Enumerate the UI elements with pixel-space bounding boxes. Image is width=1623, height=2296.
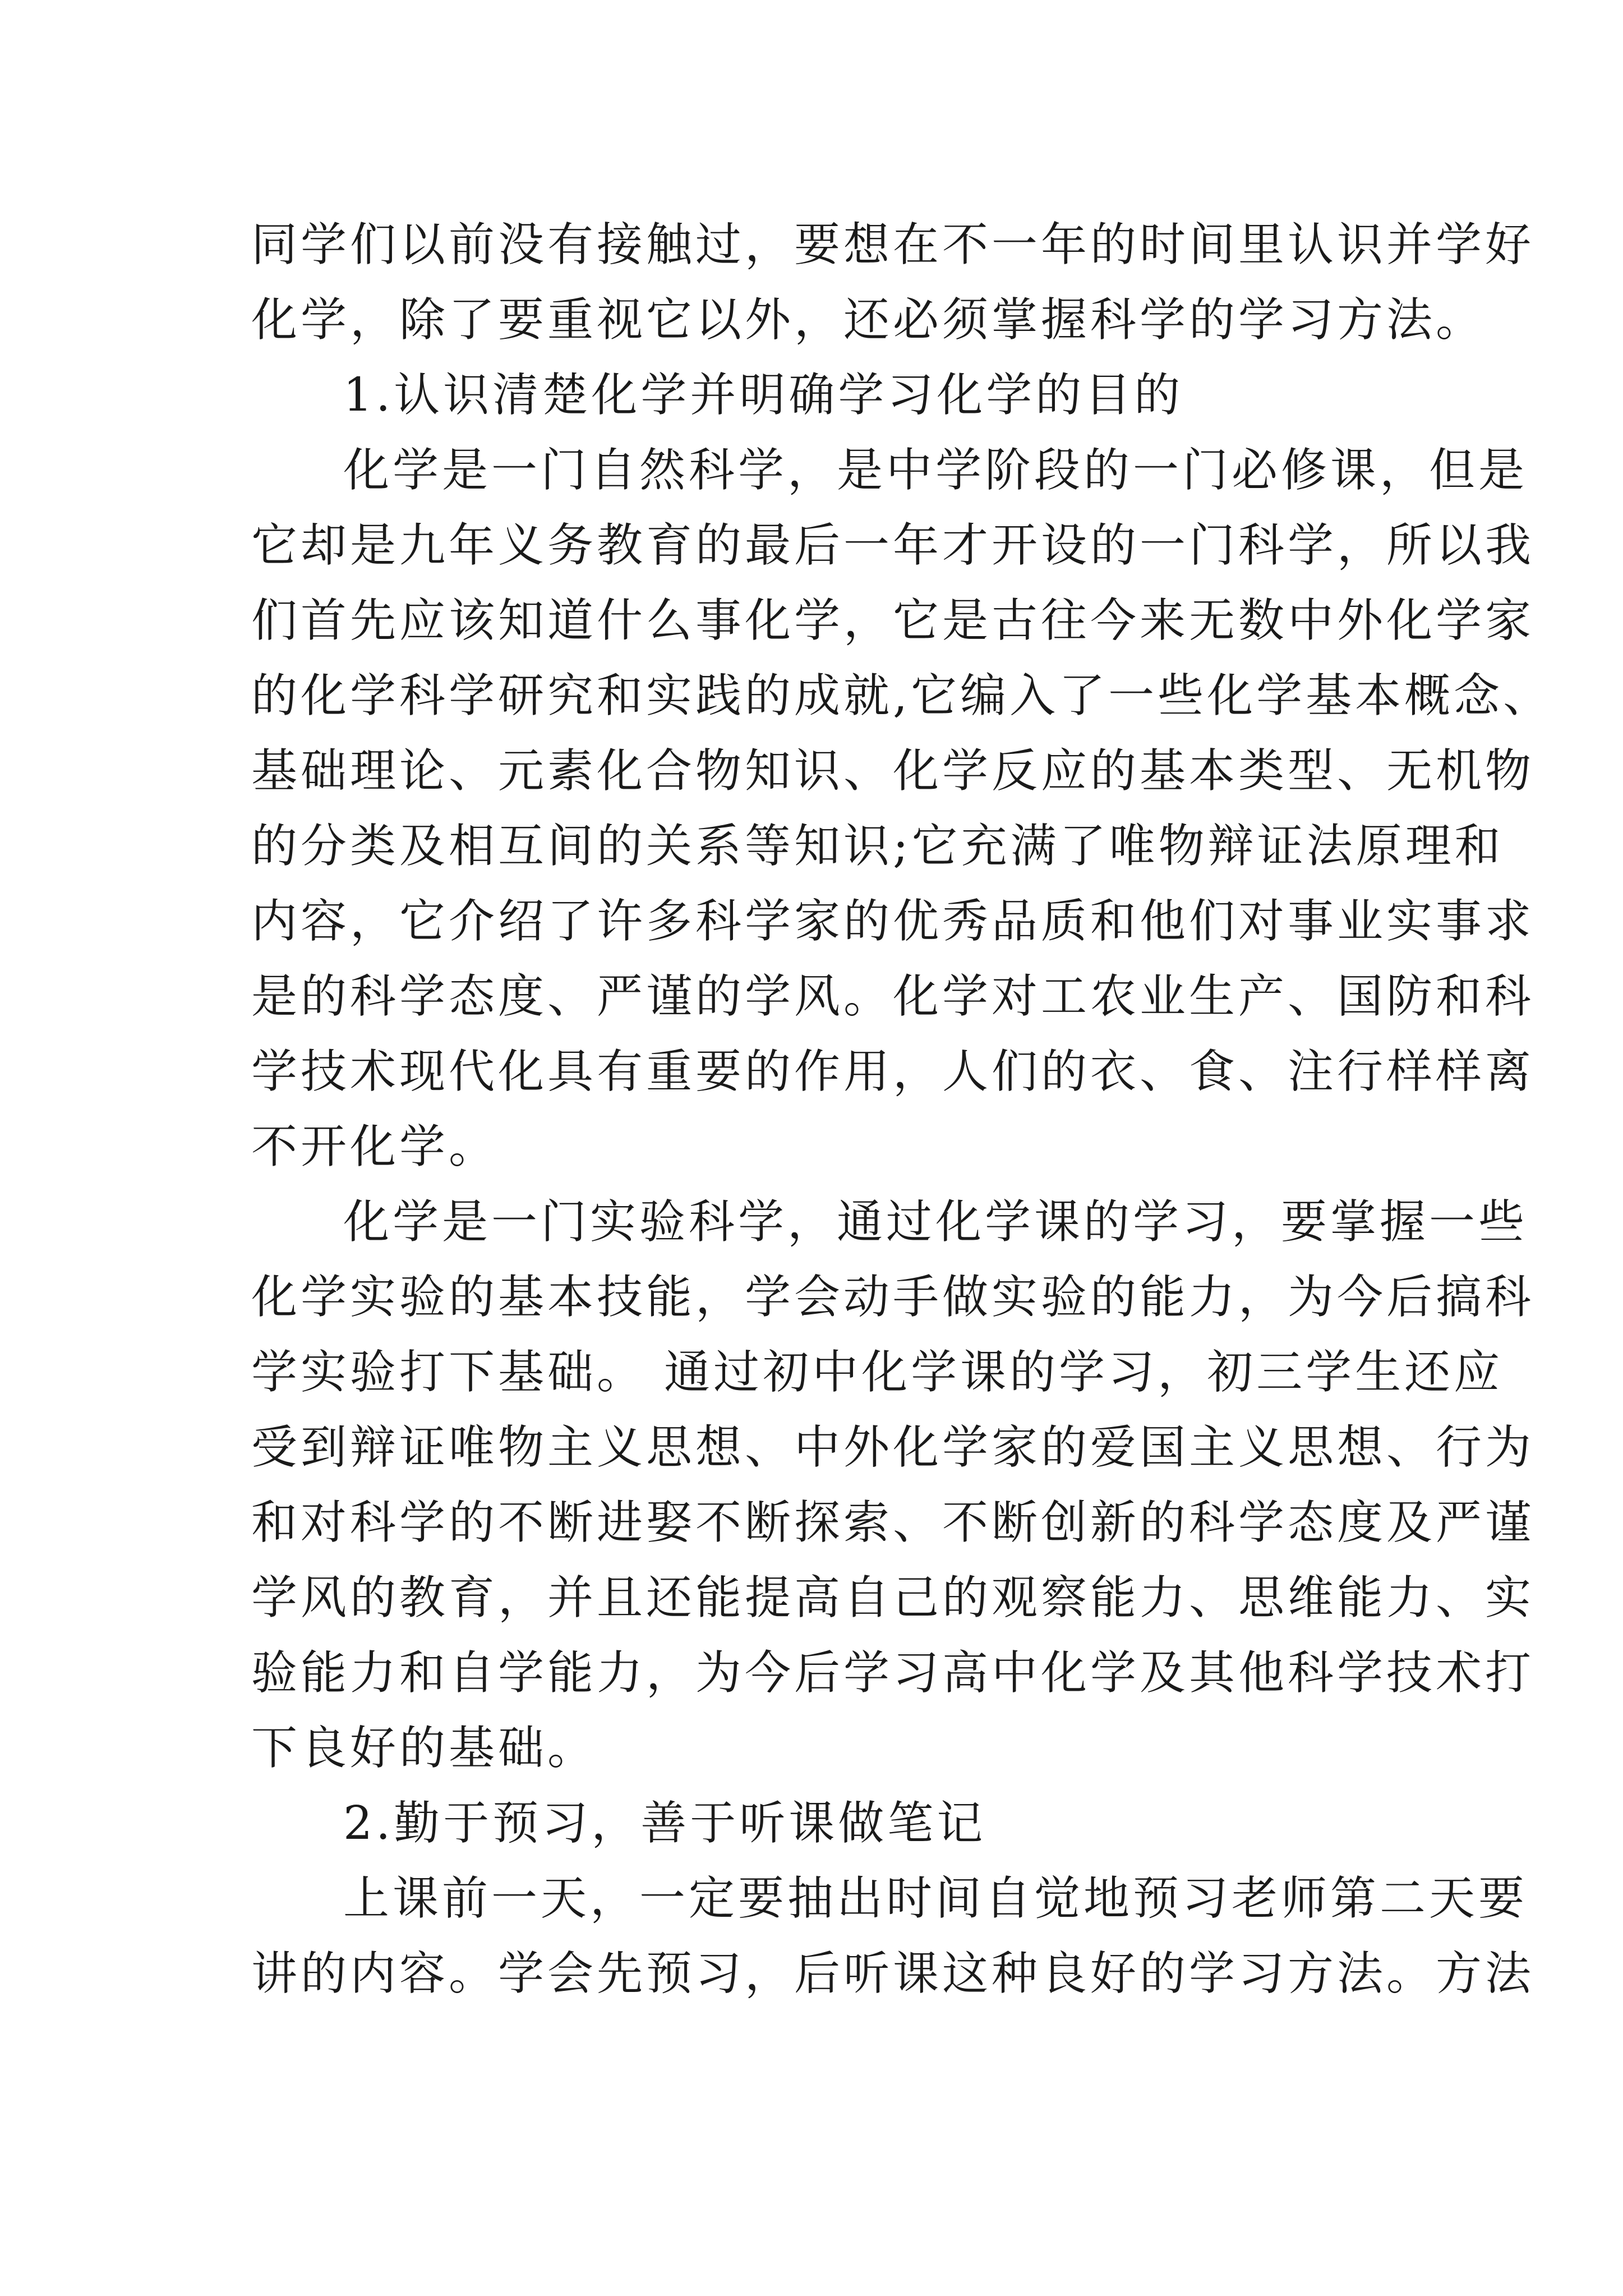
text-line: 是的科学态度、严谨的学风。化学对工农业生产、国防和科 [251, 970, 1535, 1023]
text-line: 受到辩证唯物主义思想、中外化学家的爱国主义思想、行为 [251, 1421, 1535, 1474]
text-line: 学技术现代化具有重要的作用，人们的衣、食、注行样样离 [251, 1045, 1535, 1098]
text-line: 上课前一天，一定要抽出时间自觉地预习老师第二天要 [343, 1872, 1528, 1925]
text-line: 基础理论、元素化合物知识、化学反应的基本类型、无机物 [251, 744, 1535, 798]
text-line: 不开化学。 [251, 1120, 499, 1174]
text-line: 同学们以前没有接触过，要想在不一年的时间里认识并学好 [251, 218, 1535, 272]
text-line: 下良好的基础。 [251, 1722, 597, 1775]
document-page [251, 208, 1553, 2012]
text-line: 它却是九年义务教育的最后一年才开设的一门科学，所以我 [251, 519, 1535, 572]
section-heading: 1.认识清楚化学并明确学习化学的目的 [343, 369, 1184, 422]
text-line: 学实验打下基础。 通过初中化学课的学习，初三学生还应 [251, 1346, 1504, 1399]
text-line: 讲的内容。学会先预习，后听课这种良好的学习方法。方法 [251, 1947, 1535, 2000]
text-line: 和对科学的不断进娶不断探索、不断创新的科学态度及严谨 [251, 1496, 1535, 1549]
text-line: 的化学科学研究和实践的成就,它编入了一些化学基本概念、 [251, 669, 1553, 723]
text-line: 的分类及相互间的关系等知识;它充满了唯物辩证法原理和 [251, 820, 1504, 873]
section-heading: 2.勤于预习，善于听课做笔记 [343, 1797, 986, 1850]
text-line: 验能力和自学能力，为今后学习高中化学及其他科学技术打 [251, 1646, 1535, 1700]
text-line: 化学，除了要重视它以外，还必须掌握科学的学习方法。 [251, 293, 1486, 347]
text-line: 化学是一门实验科学，通过化学课的学习，要掌握一些 [343, 1195, 1528, 1249]
text-line: 们首先应该知道什么事化学，它是古往今来无数中外化学家 [251, 594, 1535, 647]
text-line: 化学是一门自然科学，是中学阶段的一门必修课，但是 [343, 444, 1528, 497]
text-line: 学风的教育，并且还能提高自己的观察能力、思维能力、实 [251, 1571, 1535, 1625]
text-line: 化学实验的基本技能，学会动手做实验的能力，为今后搞科 [251, 1271, 1535, 1324]
text-line: 内容，它介绍了许多科学家的优秀品质和他们对事业实事求 [251, 895, 1535, 948]
